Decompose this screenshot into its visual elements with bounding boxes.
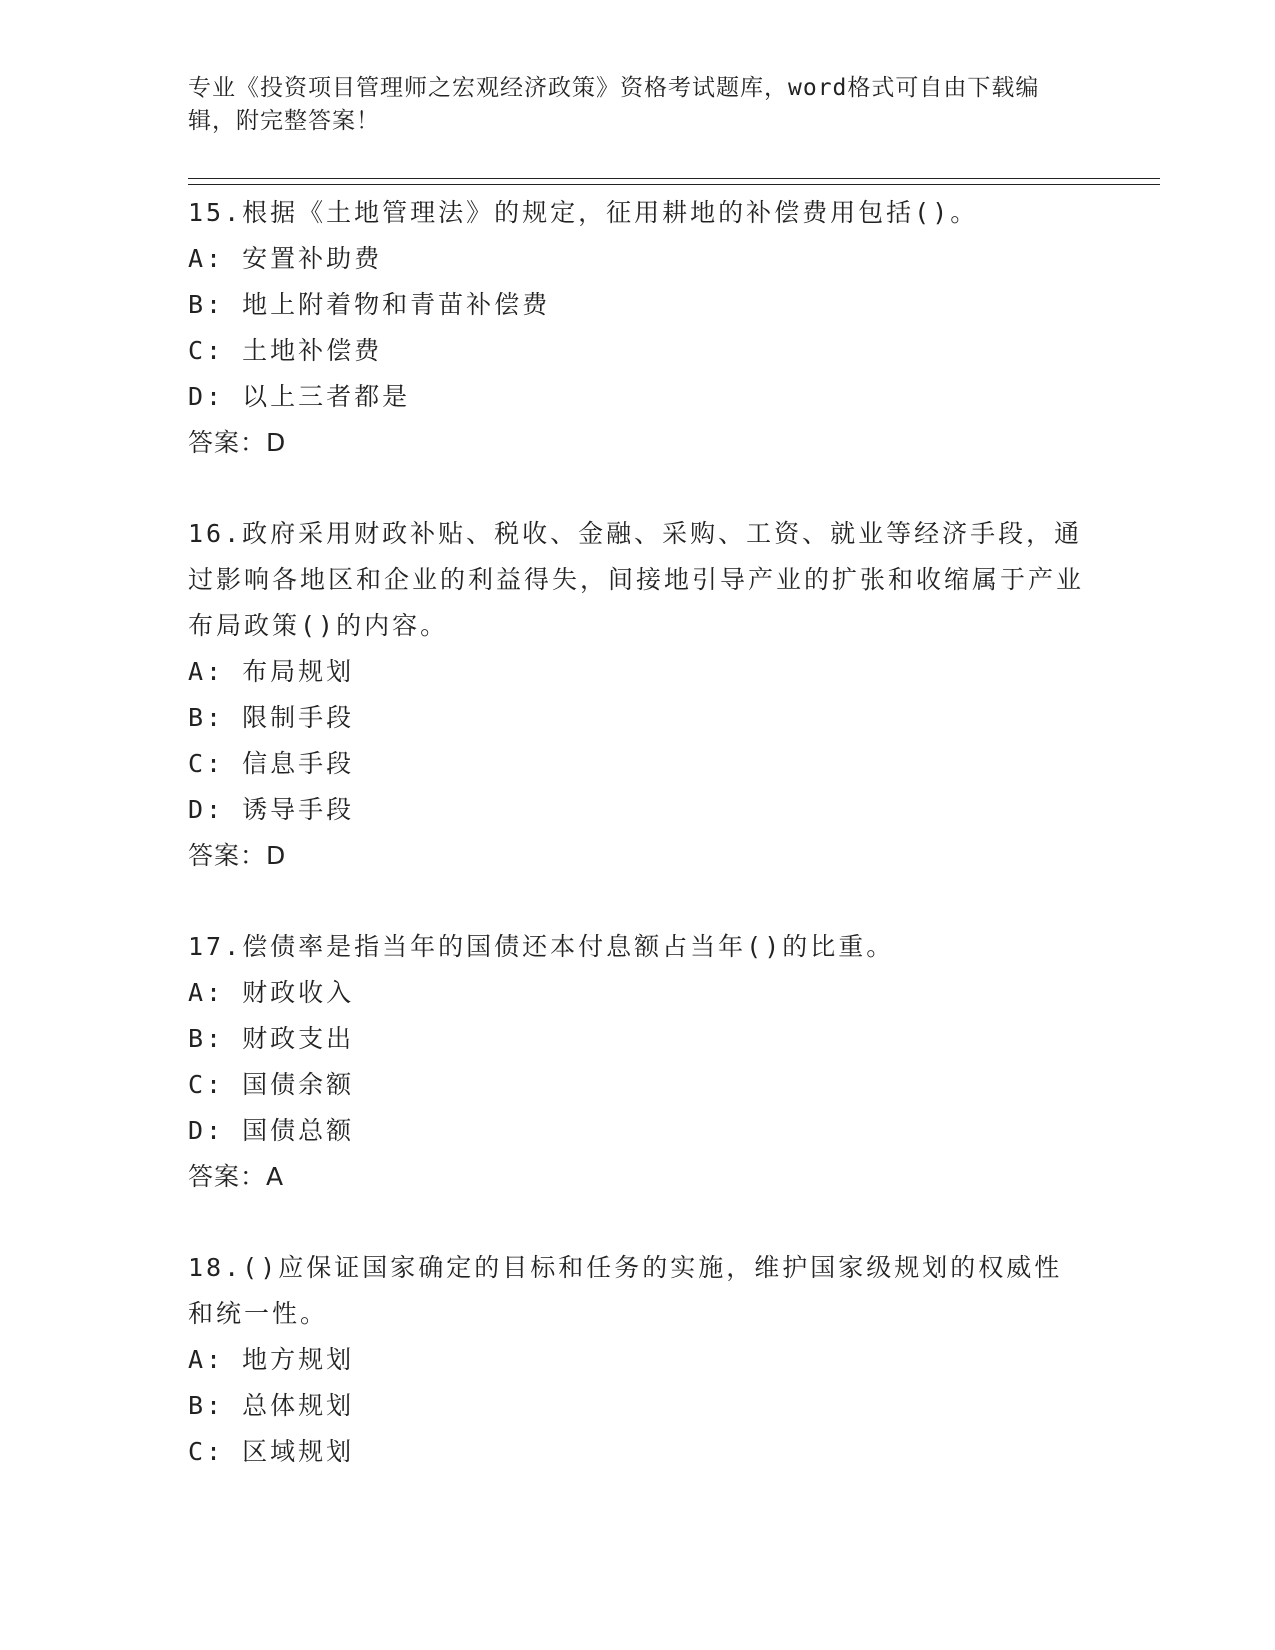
question-18	[188, 1245, 1088, 1475]
question-list	[188, 190, 1088, 1520]
option-c: C: 信息手段	[188, 749, 355, 778]
question-15	[188, 190, 1088, 466]
question-16	[188, 511, 1088, 879]
option-a: A: 财政收入	[188, 978, 355, 1007]
option-b: B: 地上附着物和青苗补偿费	[188, 290, 551, 319]
option-c: C: 土地补偿费	[188, 336, 383, 365]
option-a: A: 安置补助费	[188, 244, 383, 273]
option-b: B: 限制手段	[188, 703, 355, 732]
option-c: C: 区域规划	[188, 1437, 355, 1466]
question-stem: 15.根据《土地管理法》的规定，征用耕地的补偿费用包括()。	[188, 198, 979, 227]
option-c: C: 国债余额	[188, 1070, 355, 1099]
document-intro: 专业《投资项目管理师之宏观经济政策》资格考试题库，word格式可自由下载编辑，附完整答案！	[188, 75, 1040, 134]
question-17	[188, 924, 1088, 1200]
option-b: B: 财政支出	[188, 1024, 355, 1053]
question-stem: 18.()应保证国家确定的目标和任务的实施，维护国家级规划的权威性和统一性。	[188, 1253, 1063, 1328]
header-divider	[188, 178, 1160, 185]
option-a: A: 布局规划	[188, 657, 355, 686]
option-d: D: 国债总额	[188, 1116, 355, 1145]
option-a: A: 地方规划	[188, 1345, 355, 1374]
question-stem: 16.政府采用财政补贴、税收、金融、采购、工资、就业等经济手段，通过影响各地区和企业的利益得失，间接地引导产业的扩张和收缩属于产业布局政策()的内容。	[188, 519, 1085, 640]
answer-line: 答案：D	[188, 841, 287, 870]
option-d: D: 以上三者都是	[188, 382, 411, 411]
question-stem: 17.偿债率是指当年的国债还本付息额占当年()的比重。	[188, 932, 895, 961]
option-b: B: 总体规划	[188, 1391, 355, 1420]
option-d: D: 诱导手段	[188, 795, 355, 824]
answer-line: 答案：A	[188, 1162, 285, 1191]
answer-line: 答案：D	[188, 428, 287, 457]
